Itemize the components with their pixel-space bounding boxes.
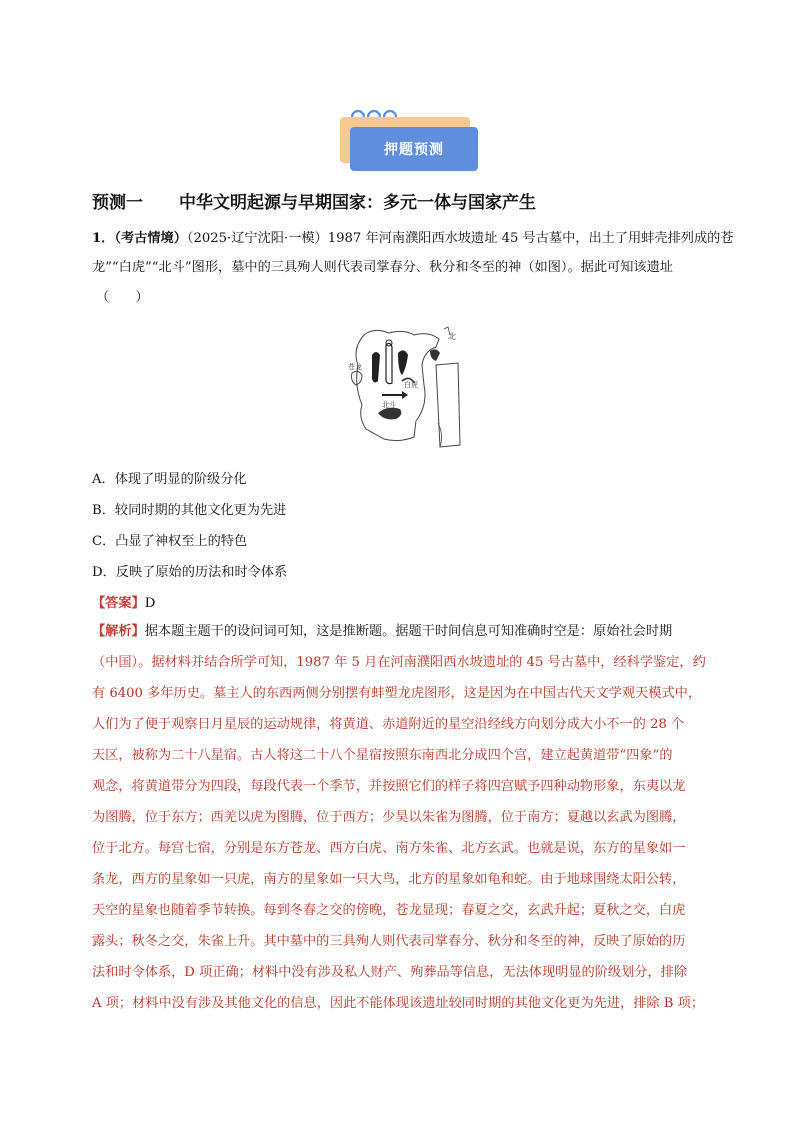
analysis-line: 法和时令体系，D 项正确；材料中没有涉及私人财产、殉葬品等信息，无法体现明显的阶级划分，排除 <box>92 965 688 980</box>
badge-label: 押题预测 <box>384 142 444 158</box>
analysis-line: 【解析】据本题主题干的设问词可知，这是推断题。据题干时间信息可知准确时空是：原始社会时期 <box>92 624 673 639</box>
option-d: D．反映了原始的历法和时令体系 <box>92 565 288 580</box>
section-badge <box>340 103 480 173</box>
analysis-line: 露头；秋冬之交，朱雀上升。其中墓中的三具殉人则代表司掌春分、秋分和冬至的神，反映了原始的历 <box>92 934 686 949</box>
question-stem-line-1 <box>92 229 734 249</box>
analysis-line: 天空的星象也随着季节转换。每到冬春之交的傍晚，苍龙显现；春夏之交，玄武升起；夏秋之交，白虎 <box>92 903 686 918</box>
analysis-line: A 项；材料中没有涉及其他文化的信息，因此不能体现该遗址较同时期的其他文化更为先进，排除 B 项； <box>92 996 705 1011</box>
analysis-line: 人们为了便于观察日月星辰的运动规律，将黄道、赤道附近的星空沿经线方向划分成大小不一的 28 个 <box>92 717 685 732</box>
section-prefix: 预测一 <box>92 193 143 213</box>
analysis-line: （中国）。据材料并结合所学可知，1987 年 5 月在河南濮阳西水坡遗址的 45 号古墓中，经科学鉴定，约 <box>92 655 706 670</box>
section-title: 中华文明起源与早期国家：多元一体与国家产生 <box>179 193 536 213</box>
question-source: （2025·辽宁沈阳·一模） <box>186 231 328 246</box>
section-heading <box>92 188 536 213</box>
question-stem-line-3: （ ） <box>96 290 149 305</box>
label-canglong: 苍龙 <box>348 363 362 371</box>
analysis-line: 有 6400 多年历史。墓主人的东西两侧分别摆有蚌塑龙虎图形，这是因为在中国古代天文学观天模式中， <box>92 686 702 701</box>
label-beidou: 北斗 <box>382 401 396 409</box>
answer-label: 【答案】 <box>92 596 145 611</box>
option-a: A．体现了明显的阶级分化 <box>92 472 247 487</box>
answer-value: D <box>144 596 156 611</box>
label-north: 北 <box>448 332 456 341</box>
analysis-line: 天区，被称为二十八星宿。古人将这二十八个星宿按照东南西北分成四个宫，建立起黄道带“四象”的 <box>92 748 673 763</box>
option-c: C．凸显了神权至上的特色 <box>92 534 248 549</box>
analysis-line: 观念，将黄道带分为四段，每段代表一个季节，并按照它们的样子将四宫赋予四种动物形象，东夷以龙 <box>92 779 686 794</box>
tomb-figure <box>344 325 472 455</box>
question-tag: （考古情境） <box>114 231 187 246</box>
option-b: B．较同时期的其他文化更为先进 <box>92 503 287 518</box>
analysis-line: 为图腾，位于东方；西羌以虎为图腾，位于西方；少昊以朱雀为图腾，位于南方；夏越以玄武为图腾， <box>92 810 686 825</box>
question-stem-1: 1987 年河南濮阳西水坡遗址 45 号古墓中，出土了用蚌壳排列成的苍 <box>327 231 734 246</box>
badge-front <box>350 127 478 171</box>
analysis-line: 位于北方。每宫七宿，分别是东方苍龙、西方白虎、南方朱雀、北方玄武。也就是说，东方的星象如一 <box>92 841 686 856</box>
analysis-label: 【解析】 <box>92 624 145 639</box>
question-number: 1． <box>92 231 115 246</box>
label-baihu: 白虎 <box>404 381 418 389</box>
analysis-line: 条龙，西方的星象如一只虎，南方的星象如一只大鸟，北方的星象如龟和蛇。由于地球围绕太阳公转， <box>92 872 686 887</box>
answer <box>92 592 155 611</box>
question-stem-line-2: 龙”“白虎”“北斗”图形，墓中的三具殉人则代表司掌春分、秋分和冬至的神（如图）。据此可知该遗址 <box>92 260 673 275</box>
